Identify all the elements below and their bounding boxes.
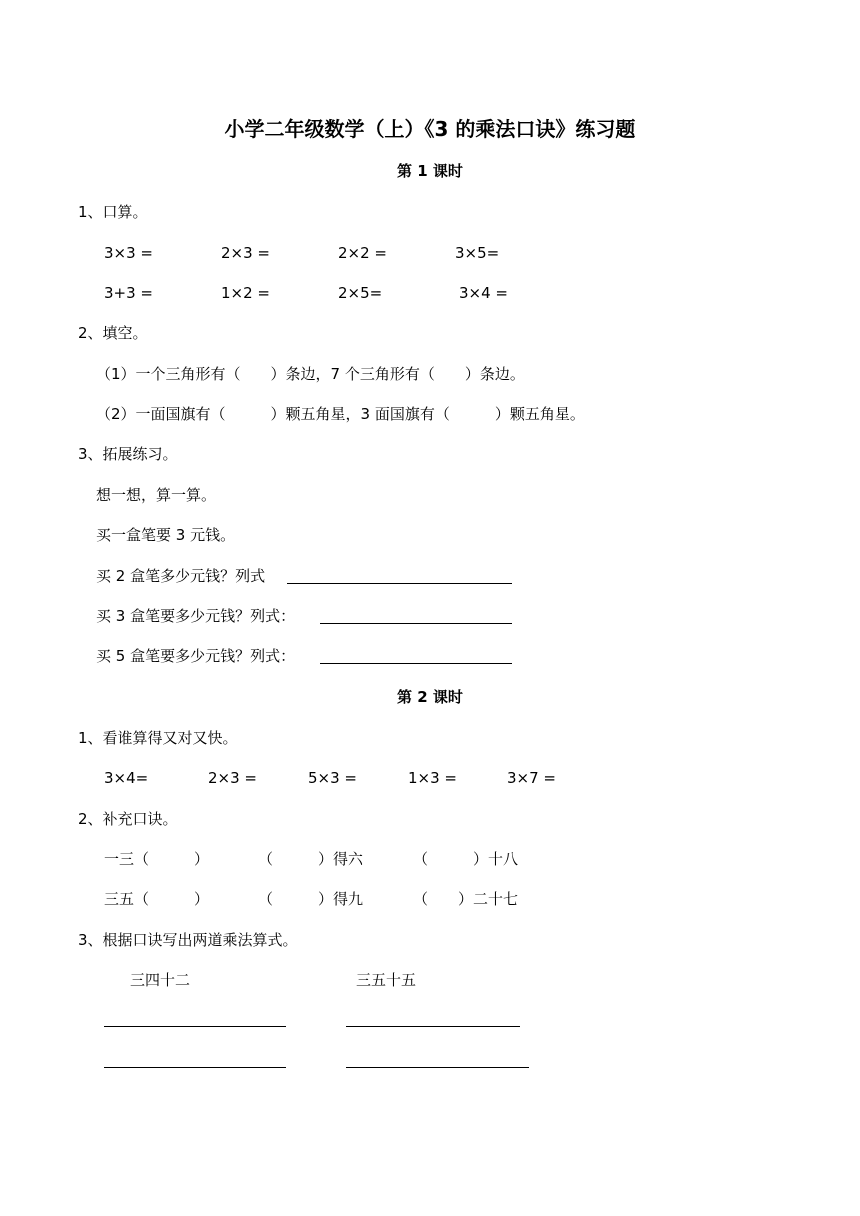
question-3-label: 3、根据口诀写出两道乘法算式。: [78, 931, 298, 949]
verse-blank: （ ）得九: [258, 890, 364, 908]
verse-blank: （ ）十八: [413, 850, 519, 868]
verse-blank: （ ）二十七: [413, 890, 519, 908]
quick-calc-item: 3×4=: [104, 769, 149, 787]
question-2-label: 2、填空。: [78, 324, 148, 342]
extension-question: 买 5 盒笔要多少元钱？列式：: [96, 647, 296, 665]
fill-blank-item-1: （1）一个三角形有（ ）条边，7 个三角形有（ ）条边。: [96, 365, 525, 383]
verse-blank: 三五（ ）: [104, 890, 210, 908]
verse-prompt: 三五十五: [356, 971, 417, 989]
oral-calc-item: 1×2 =: [221, 284, 270, 302]
answer-line: [346, 1026, 520, 1027]
fill-blank-item-2: （2）一面国旗有（ ）颗五角星，3 面国旗有（ ）颗五角星。: [96, 405, 585, 423]
answer-line: [346, 1067, 529, 1068]
oral-calc-item: 2×3 =: [221, 244, 270, 262]
answer-line: [320, 623, 512, 624]
page-title: 小学二年级数学（上）《3 的乘法口诀》练习题: [224, 117, 636, 141]
oral-calc-item: 3+3 =: [104, 284, 153, 302]
question-2-label: 2、补充口诀。: [78, 810, 178, 828]
oral-calc-item: 3×3 =: [104, 244, 153, 262]
oral-calc-item: 2×5=: [338, 284, 383, 302]
lesson-2-heading: 第 2 课时: [397, 688, 463, 706]
oral-calc-item: 2×2 =: [338, 244, 387, 262]
extension-line: 想一想，算一算。: [96, 486, 217, 504]
oral-calc-item: 3×4 =: [459, 284, 508, 302]
oral-calc-item: 3×5=: [455, 244, 500, 262]
answer-line: [287, 583, 512, 584]
quick-calc-item: 1×3 =: [408, 769, 457, 787]
question-1-label: 1、看谁算得又对又快。: [78, 729, 238, 747]
answer-line: [104, 1067, 286, 1068]
extension-question: 买 3 盒笔要多少元钱？列式：: [96, 607, 296, 625]
question-3-label: 3、拓展练习。: [78, 445, 178, 463]
lesson-1-heading: 第 1 课时: [397, 162, 463, 180]
quick-calc-item: 2×3 =: [208, 769, 257, 787]
quick-calc-item: 5×3 =: [308, 769, 357, 787]
verse-prompt: 三四十二: [130, 971, 191, 989]
verse-blank: 一三（ ）: [104, 850, 210, 868]
verse-blank: （ ）得六: [258, 850, 364, 868]
extension-question: 买 2 盒笔多少元钱？列式: [96, 567, 266, 585]
extension-line: 买一盒笔要 3 元钱。: [96, 526, 236, 544]
answer-line: [104, 1026, 286, 1027]
quick-calc-item: 3×7 =: [507, 769, 556, 787]
answer-line: [320, 663, 512, 664]
question-1-label: 1、口算。: [78, 203, 148, 221]
